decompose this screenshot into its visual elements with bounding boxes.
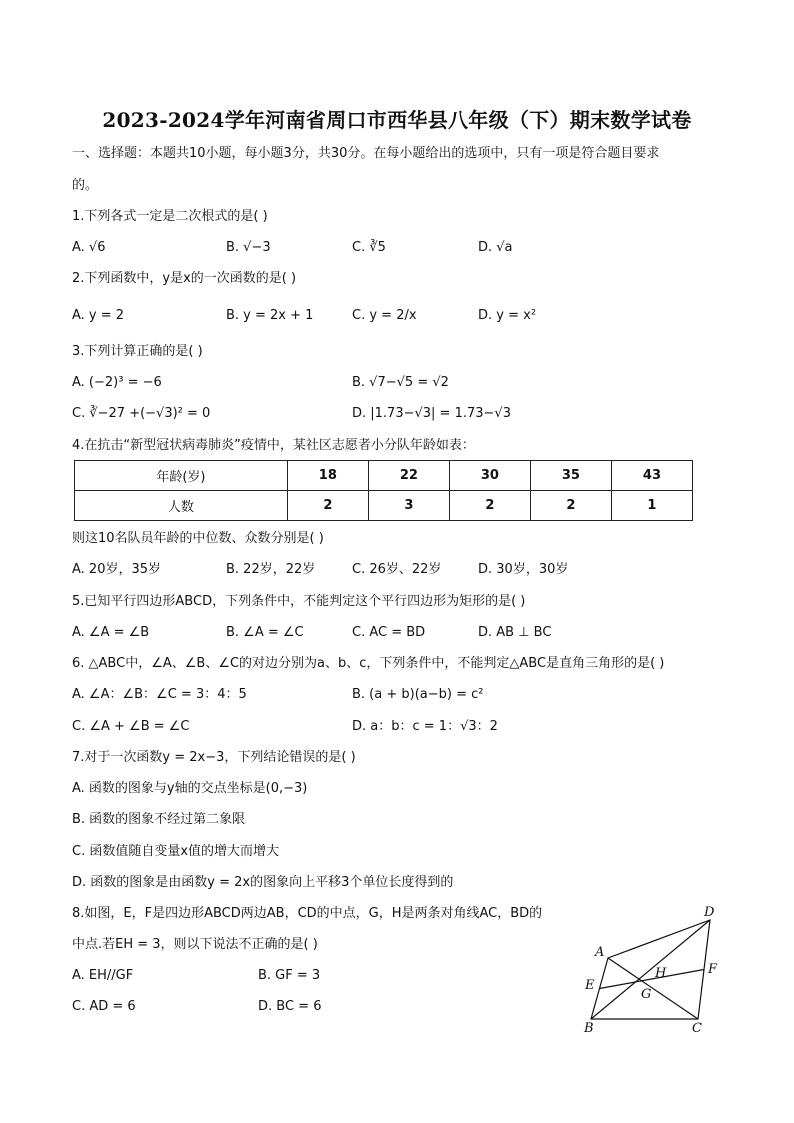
q2-option-a: A. y = 2 (72, 308, 125, 323)
q6-option-b: B. (a + b)(a−b) = c² (352, 687, 484, 702)
section-heading-line1: 一、选择题：本题共10小题，每小题3分，共30分。在每小题给出的选项中，只有一项是符合题目要求 (72, 146, 660, 161)
label-a: A (595, 945, 605, 960)
q7-option-c: C. 函数值随自变量x值的增大而增大 (72, 844, 280, 859)
q8-option-c: C. AD = 6 (72, 999, 136, 1014)
diagonal-bd (591, 920, 710, 1019)
q5-option-c: C. AC = BD (352, 625, 426, 640)
label-f: F (708, 962, 718, 977)
section-heading-line2: 的。 (72, 178, 99, 193)
q7-stem: 7.对于一次函数y = 2x−3，下列结论错误的是( ) (72, 750, 356, 765)
age-cell: 35 (530, 461, 611, 491)
age-header: 年龄(岁) (75, 461, 288, 491)
q6-option-c: C. ∠A + ∠B = ∠C (72, 719, 190, 734)
q3-stem: 3.下列计算正确的是( ) (72, 344, 203, 359)
q7-option-d: D. 函数的图象是由函数y = 2x的图象向上平移3个单位长度得到的 (72, 875, 454, 890)
q4-option-a: A. 20岁，35岁 (72, 562, 162, 577)
q5-option-b: B. ∠A = ∠C (226, 625, 304, 640)
age-cell: 22 (368, 461, 449, 491)
count-cell: 2 (530, 491, 611, 521)
q8-stem-line2: 中点.若EH = 3，则以下说法不正确的是( ) (72, 937, 318, 952)
label-g: G (641, 987, 652, 1002)
age-cell: 30 (449, 461, 530, 491)
q8-stem-line1: 8.如图，E，F是四边形ABCD两边AB，CD的中点，G，H是两条对角线AC，BD的 (72, 906, 543, 921)
q3-option-d: D. |1.73−√3| = 1.73−√3 (352, 406, 511, 421)
q4-follow: 则这10名队员年龄的中位数、众数分别是( ) (72, 531, 324, 546)
label-e: E (585, 978, 595, 993)
label-d: D (704, 905, 715, 920)
age-row (75, 461, 693, 491)
count-cell: 1 (611, 491, 692, 521)
q3-option-a: A. (−2)³ = −6 (72, 375, 162, 390)
label-c: C (692, 1021, 702, 1036)
q8-option-b: B. GF = 3 (258, 968, 321, 983)
q7-option-b: B. 函数的图象不经过第二象限 (72, 812, 246, 827)
q1-option-d: D. √a (478, 240, 513, 255)
count-cell: 3 (368, 491, 449, 521)
count-header: 人数 (75, 491, 288, 521)
q5-option-d: D. AB ⊥ BC (478, 625, 552, 640)
q7-option-a: A. 函数的图象与y轴的交点坐标是(0,−3) (72, 781, 308, 796)
q5-option-a: A. ∠A = ∠B (72, 625, 150, 640)
label-h: H (655, 966, 667, 981)
q2-option-c: C. y = 2/x (352, 308, 417, 323)
q4-option-b: B. 22岁，22岁 (226, 562, 316, 577)
q8-option-a: A. EH//GF (72, 968, 134, 983)
count-row (75, 491, 693, 521)
age-table (74, 460, 693, 521)
quadrilateral-figure (578, 900, 738, 1040)
q1-option-c: C. ∛5 (352, 240, 386, 255)
q3-option-b: B. √7−√5 = √2 (352, 375, 449, 390)
q3-option-c: C. ∛−27 +(−√3)² = 0 (72, 406, 211, 421)
q6-stem: 6. △ABC中，∠A、∠B、∠C的对边分别为a、b、c，下列条件中，不能判定△ABC是直角三角形的是( ) (72, 656, 665, 671)
q2-stem: 2.下列函数中，y是x的一次函数的是( ) (72, 271, 297, 286)
q2-option-b: B. y = 2x + 1 (226, 308, 314, 323)
q8-option-d: D. BC = 6 (258, 999, 322, 1014)
q1-option-a: A. √6 (72, 240, 106, 255)
count-cell: 2 (449, 491, 530, 521)
q4-stem: 4.在抗击“新型冠状病毒肺炎”疫情中，某社区志愿者小分队年龄如表： (72, 438, 475, 453)
q5-stem: 5.已知平行四边形ABCD，下列条件中，不能判定这个平行四边形为矩形的是( ) (72, 594, 526, 609)
label-b: B (584, 1021, 594, 1036)
q2-option-d: D. y = x² (478, 308, 537, 323)
q4-option-d: D. 30岁，30岁 (478, 562, 569, 577)
age-cell: 18 (287, 461, 368, 491)
count-cell: 2 (287, 491, 368, 521)
q1-stem: 1.下列各式一定是二次根式的是( ) (72, 209, 268, 224)
page-title: 2023-2024学年河南省周口市西华县八年级（下）期末数学试卷 (102, 108, 692, 132)
q4-option-c: C. 26岁、22岁 (352, 562, 442, 577)
segment-ef (600, 970, 705, 989)
q1-option-b: B. √−3 (226, 240, 271, 255)
q6-option-a: A. ∠A：∠B：∠C = 3：4：5 (72, 687, 247, 702)
q6-option-d: D. a：b：c = 1：√3：2 (352, 719, 498, 734)
age-cell: 43 (611, 461, 692, 491)
